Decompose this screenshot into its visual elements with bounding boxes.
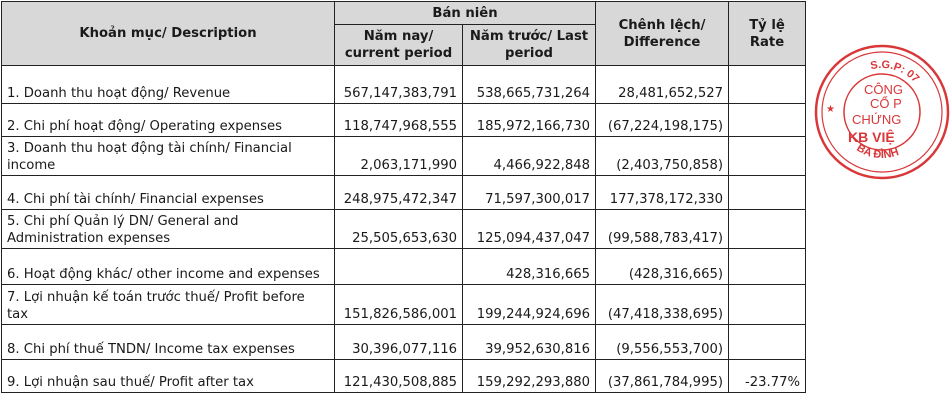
row-item: 9. Lợi nhuận sau thuế/ Profit after tax — [2, 360, 335, 393]
row-current: 30,396,077,116 — [335, 325, 463, 360]
row-difference: (428,316,665) — [596, 249, 729, 285]
row-current: 121,430,508,885 — [335, 360, 463, 393]
table-row — [2, 360, 806, 393]
row-current: 118,747,968,555 — [335, 104, 463, 137]
row-rate — [729, 176, 806, 210]
table-row — [2, 325, 806, 360]
row-current: 248,975,472,347 — [335, 176, 463, 210]
row-last: 159,292,293,880 — [463, 360, 596, 393]
row-difference: (67,224,198,175) — [596, 104, 729, 137]
row-rate — [729, 104, 806, 137]
header-current-period: Năm nay/ current period — [335, 25, 463, 66]
row-current — [335, 249, 463, 285]
table-row — [2, 285, 806, 325]
row-difference: (37,861,784,995) — [596, 360, 729, 393]
row-item: 2. Chi phí hoạt động/ Operating expenses — [2, 104, 335, 137]
header-difference: Chênh lệch/ Difference — [596, 2, 729, 66]
table-row — [2, 249, 806, 285]
row-last: 538,665,731,264 — [463, 66, 596, 104]
seal-star-icon: ★ — [826, 104, 835, 115]
header-rate: Tỷ lệ Rate — [729, 2, 806, 66]
row-last: 199,244,924,696 — [463, 285, 596, 325]
company-seal-stamp — [812, 42, 952, 182]
row-last: 125,094,437,047 — [463, 210, 596, 249]
row-last: 428,316,665 — [463, 249, 596, 285]
row-difference: 177,378,172,330 — [596, 176, 729, 210]
row-current: 567,147,383,791 — [335, 66, 463, 104]
row-last: 185,972,166,730 — [463, 104, 596, 137]
row-item: 7. Lợi nhuận kế toán trước thuế/ Profit before tax — [2, 285, 335, 325]
seal-line-4: KB VIỆ — [848, 129, 895, 145]
row-difference: (2,403,750,858) — [596, 137, 729, 176]
row-rate — [729, 285, 806, 325]
table-row — [2, 66, 806, 104]
row-current: 25,505,653,630 — [335, 210, 463, 249]
row-item: 1. Doanh thu hoạt động/ Revenue — [2, 66, 335, 104]
row-difference: (9,556,553,700) — [596, 325, 729, 360]
table-row — [2, 210, 806, 249]
row-rate: -23.77% — [729, 360, 806, 393]
row-item: 5. Chi phí Quản lý DN/ General and Administration expenses — [2, 210, 335, 249]
seal-arc-top-text: S.G.P: 07 — [869, 58, 922, 85]
seal-arc-bottom-text: BA ĐÌNH — [854, 142, 901, 162]
financial-comparison-table — [1, 1, 806, 393]
row-current: 151,826,586,001 — [335, 285, 463, 325]
row-rate — [729, 210, 806, 249]
row-item: 8. Chi phí thuế TNDN/ Income tax expenses — [2, 325, 335, 360]
seal-line-3: CHỨNG — [852, 112, 902, 127]
seal-line-1: CÔNG — [864, 82, 903, 97]
seal-line-2: CỔ P — [870, 96, 902, 111]
row-rate — [729, 66, 806, 104]
row-rate — [729, 249, 806, 285]
row-difference: 28,481,652,527 — [596, 66, 729, 104]
row-item: 4. Chi phí tài chính/ Financial expenses — [2, 176, 335, 210]
row-difference: (47,418,338,695) — [596, 285, 729, 325]
table-row — [2, 104, 806, 137]
header-item: Khoản mục/ Description — [2, 2, 335, 66]
header-last-period: Năm trước/ Last period — [463, 25, 596, 66]
row-item: 6. Hoạt động khác/ other income and expenses — [2, 249, 335, 285]
row-last: 39,952,630,816 — [463, 325, 596, 360]
row-item: 3. Doanh thu hoạt động tài chính/ Financial income — [2, 137, 335, 176]
table-row — [2, 176, 806, 210]
row-last: 71,597,300,017 — [463, 176, 596, 210]
header-half-year: Bán niên — [335, 2, 596, 25]
row-difference: (99,588,783,417) — [596, 210, 729, 249]
row-last: 4,466,922,848 — [463, 137, 596, 176]
row-rate — [729, 137, 806, 176]
row-rate — [729, 325, 806, 360]
row-current: 2,063,171,990 — [335, 137, 463, 176]
table-row — [2, 137, 806, 176]
